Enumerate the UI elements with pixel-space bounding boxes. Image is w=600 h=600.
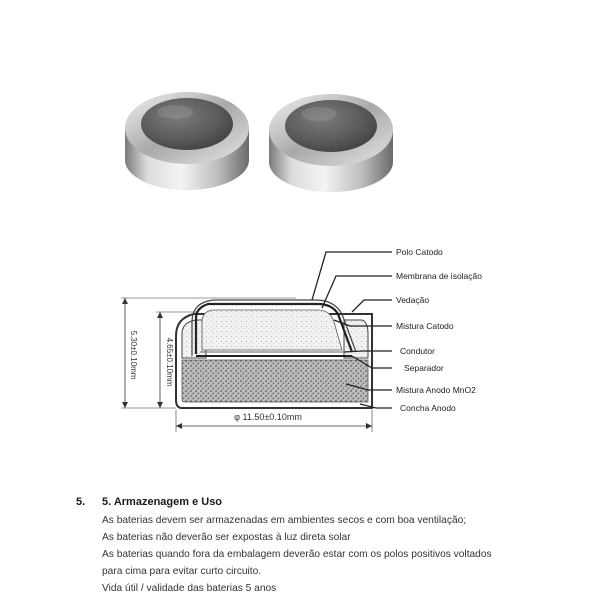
storage-line: As baterias quando fora da embalagem deverão estar com os polos positivos voltados <box>102 549 492 560</box>
storage-heading <box>76 496 586 508</box>
label-condutor: Condutor <box>400 346 435 356</box>
label-membrana: Membrana de isolação <box>396 271 482 281</box>
label-mistura-catodo: Mistura Catodo <box>396 321 454 331</box>
anode-mix <box>182 360 368 402</box>
storage-line: As baterias devem ser armazenadas em ambientes secos e com boa ventilação; <box>102 515 467 526</box>
label-mistura-anodo: Mistura Anodo MnO2 <box>396 385 476 395</box>
cross-section-diagram <box>121 247 482 432</box>
label-separador: Separador <box>404 363 444 373</box>
dim-height-total-label: 5.30±0.10mm <box>129 330 138 380</box>
label-concha-anodo: Concha Anodo <box>400 403 456 413</box>
storage-line: Vida útil / validade das baterias 5 anos <box>102 583 277 594</box>
storage-title: 5. Armazenagem e Uso <box>102 496 223 508</box>
label-polo-catodo: Polo Catodo <box>396 247 443 257</box>
dim-height-inner-label: 4.65±0.10mm <box>165 337 174 387</box>
storage-line: As baterias não deverão ser expostas à luz direta solar <box>102 532 351 543</box>
coin-cell-left-image <box>125 92 249 190</box>
storage-section <box>76 496 586 597</box>
coin-cell-right-image <box>269 94 393 192</box>
storage-number: 5. <box>76 496 86 508</box>
storage-line: para cima para evitar curto circuito. <box>102 566 262 577</box>
cathode-mix <box>202 310 342 350</box>
dim-diameter-label: φ 11.50±0.10mm <box>234 412 302 422</box>
label-vedacao: Vedação <box>396 295 430 305</box>
